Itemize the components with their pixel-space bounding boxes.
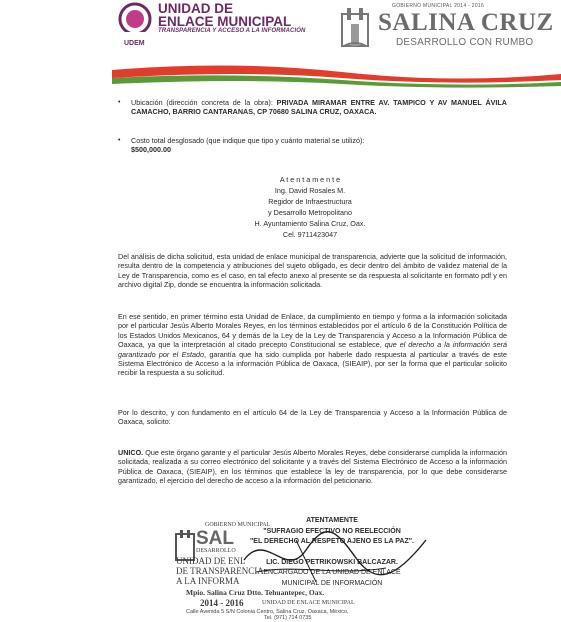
closing-position-2: MUNICIPAL DE INFORMACIÓN — [281, 579, 383, 587]
paragraph-compliance-italic: que el derecho a la información será garantizado por el Estado — [118, 340, 507, 359]
paragraph-compliance-part-a: En ese sentido, en primer término esta Unidad de Enlace, da cumplimiento en tiempo y forma a la información solicitada por el particular Jesús Alberto Morales Reyes, en los términos establecidos por el artículo 6 de la Constitución Política de los Estados Unidos Mexicanos, 64 y demás de la Ley de la Ley de Transparencia y Acceso a la Información Pública de Oaxaca, ya que la interpretación al citado precepto Constitucional se establece, — [118, 312, 507, 350]
stamp-right: UNIDAD DE ENLACE MUNICIPAL — [262, 600, 355, 606]
paragraph-unico-lead: UNICO. — [118, 448, 144, 457]
closing-name: LIC. DIEGO PETRIKOWSKI BALCAZAR. — [266, 558, 398, 566]
bullet-location-label: Ubicación (dirección concreta de la obra): — [131, 98, 273, 107]
closing-motto-1: "SUFRAGIO EFECTIVO NO REELECCIÓN — [263, 527, 401, 535]
closing-attentive: ATENTAMENTE — [306, 517, 358, 524]
stamp-left-years: 2014 - 2016 — [200, 598, 244, 608]
signature-phone: Cel. 9711423047 — [282, 230, 338, 239]
footer-address: Calle Avenida 5 S/N Colonia Centro, Salina Cruz, Oaxaca, México, — [186, 609, 349, 615]
stamp-left-top: GOBIERNO MUNICIPAL — [205, 522, 271, 528]
salina-cruz-government: GOBIERNO MUNICIPAL 2014 - 2016 — [392, 3, 485, 9]
udem-title-line1: UNIDAD DE — [158, 1, 234, 16]
udem-logo-icon — [116, 2, 154, 42]
paragraph-request: Por lo descrito, y con fundamento en el artículo 64 de la Ley de Transparencia y Acceso a la Información Pública de Oaxaca, solicito: — [118, 408, 507, 427]
paragraph-analysis: Del análisis de dicha solicitud, esta unidad de enlace municipal de transparencia, advierte que la solicitud de información, resulta dentro de la competencia y atribuciones del sujeto obligado, es decir dentro del ámbito de validez material de la Ley de Transparencia, como es el caso, en tal efecto anexo al presente se da respuesta al solicitante en formato pdf y en archivo digital Zip, donde se encuentra la información solicitada. — [118, 252, 507, 290]
stamp-left-line-1: UNIDAD DE ENL — [176, 556, 246, 566]
paragraph-compliance — [118, 312, 507, 378]
paragraph-unico-text: Que este órgano garante y el particular Jesús Alberto Morales Reyes, debe considerarse cumplida la información solicitada, realizada a su correo electrónico del solicitante y a través del Sistema Electrónico de Acceso a la información Pública de Oaxaca, (SIEAIP), en los términos que establece la ley de transparencia, por lo que debe considerarse garantizado, el ejercicio del derecho de acceso a la información del peticionario. — [118, 448, 507, 486]
signature-name: Ing. David Rosales M. — [274, 186, 346, 195]
signature-position-2: y Desarrollo Metropolitano — [268, 208, 352, 217]
paragraph-unico — [118, 448, 507, 486]
bullet-cost-label: Costo total desglosado (que indique que tipo y cuánto material se utilizó): — [131, 136, 365, 145]
closing-position-1: ENCARGADO DE LA UNIDAD DE ENLACE — [263, 569, 401, 576]
closing-motto-2: "EL DERECHO AL RESPETO AJENO ES LA PAZ". — [249, 538, 415, 545]
bullet-dot-icon: • — [118, 99, 121, 106]
footer-phone: Tel. (971) 714 0735 — [264, 615, 312, 621]
salina-cruz-name: SALINA CRUZ — [378, 9, 554, 36]
stamp-left-name: SAL — [196, 528, 234, 549]
udem-tag: UDEM — [124, 40, 145, 47]
signature-attentive: A t e n t a m e n t e — [279, 175, 341, 184]
stamp-left-line-3: A LA INFORMA — [176, 576, 240, 586]
salina-cruz-emblem-icon — [338, 6, 372, 52]
bullet-location-value: PRIVADA MIRAMAR ENTRE AV. TAMPICO Y AV MANUEL ÁVILA CAMACHO, BARRIO CANTARANAS, CP 70680 SALINA CRUZ, OAXACA. — [131, 98, 508, 117]
salina-cruz-slogan: DESARROLLO CON RUMBO — [396, 37, 534, 48]
signature-block — [230, 174, 390, 240]
stamp-left-sub: DESARROLLO — [196, 548, 236, 554]
paragraph-compliance-part-b: , garantía que ha sido cumplida por haberle dado respuesta al particular a través de este Sistema Electrónico de Acceso a la información Pública de Oaxaca, (SIEAIP), por ser la forma que el particular solicito recibir la respuesta a su solicitud. — [118, 349, 507, 378]
bullet-location — [118, 98, 508, 117]
stamp-left-block — [176, 556, 286, 586]
signature-office: H. Ayuntamiento Salina Cruz, Oax. — [254, 219, 366, 228]
stamp-left-city: Mpio. Salina Cruz Dtto. Tehuantepec, Oax. — [186, 588, 325, 597]
udem-title-line2: ENLACE MUNICIPAL — [158, 14, 292, 29]
udem-title — [158, 2, 291, 28]
bullet-cost — [118, 136, 507, 155]
stamp-left-line-2: DE TRANSPARENCIA — [176, 566, 264, 576]
bullet-dot-icon: • — [118, 137, 121, 144]
signature-position-1: Regidor de Infraestructura — [268, 197, 352, 206]
bullet-cost-value: $500,000.00 — [131, 145, 171, 155]
udem-subtitle: TRANSPARENCIA Y ACCESO A LA INFORMACIÓN — [158, 28, 306, 34]
header-wave-divider — [112, 56, 561, 92]
